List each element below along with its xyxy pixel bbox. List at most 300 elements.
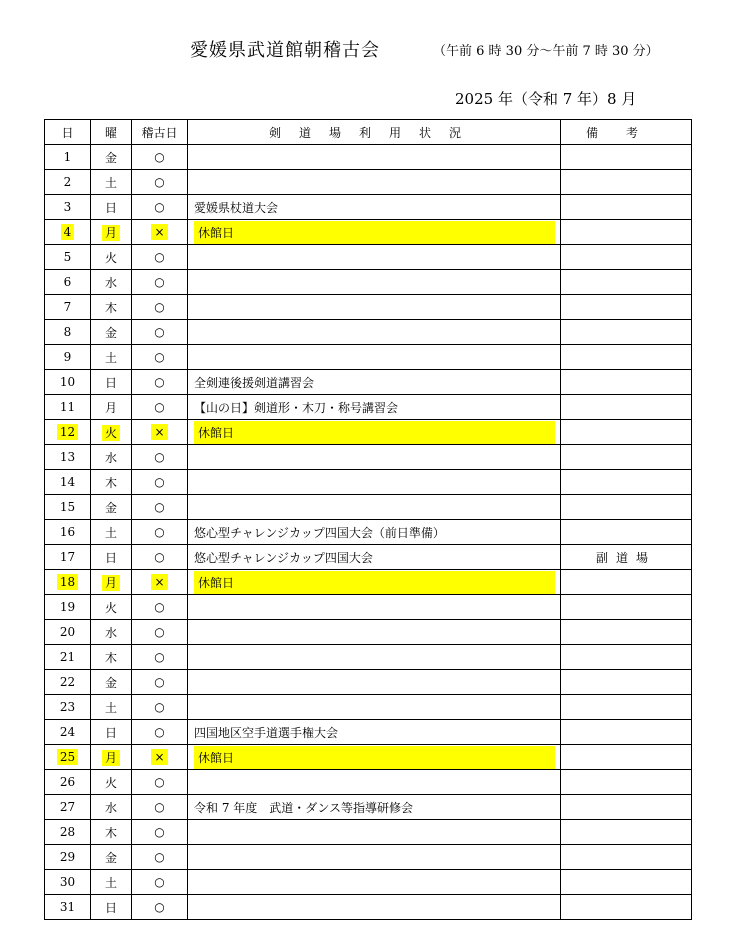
usage-cell (188, 420, 561, 445)
weekday-cell (91, 895, 132, 920)
table-row (45, 770, 692, 795)
keiko-cell (132, 745, 188, 770)
keiko-cell (132, 620, 188, 645)
day-number: 24 (59, 725, 76, 739)
keiko-cell (132, 470, 188, 495)
note-cell (561, 645, 692, 670)
day-cell (45, 720, 91, 745)
day-cell (45, 845, 91, 870)
day-number: 25 (57, 749, 78, 765)
day-cell (45, 570, 91, 595)
day-number: 22 (59, 675, 76, 689)
day-number: 28 (59, 825, 76, 839)
day-number: 23 (59, 700, 76, 714)
keiko-mark: ○ (154, 500, 165, 514)
weekday-cell (91, 370, 132, 395)
keiko-mark: ○ (154, 150, 165, 164)
day-number: 16 (59, 525, 76, 539)
note-cell (561, 695, 692, 720)
keiko-mark: ○ (154, 325, 165, 339)
usage-cell (188, 845, 561, 870)
time-range: （午前 6 時 30 分～午前 7 時 30 分） (433, 44, 659, 59)
weekday-cell (91, 470, 132, 495)
day-number: 4 (61, 224, 75, 240)
keiko-cell (132, 245, 188, 270)
weekday-cell (91, 845, 132, 870)
note-cell (561, 420, 692, 445)
keiko-mark: ○ (154, 375, 165, 389)
keiko-mark: ○ (154, 850, 165, 864)
weekday-cell (91, 445, 132, 470)
note-cell (561, 895, 692, 920)
weekday-cell (91, 820, 132, 845)
weekday-cell (91, 295, 132, 320)
usage-cell (188, 470, 561, 495)
usage-cell (188, 670, 561, 695)
day-number: 19 (59, 600, 76, 614)
weekday-label: 水 (104, 275, 117, 290)
day-cell (45, 770, 91, 795)
table-row (45, 295, 692, 320)
keiko-cell (132, 870, 188, 895)
usage-cell (188, 770, 561, 795)
table-row (45, 820, 692, 845)
weekday-label: 土 (104, 175, 117, 190)
weekday-cell (91, 720, 132, 745)
table-row (45, 570, 692, 595)
note-cell (561, 195, 692, 220)
note-cell (561, 720, 692, 745)
note-cell (561, 445, 692, 470)
usage-text: 全剣連後援剣道講習会 (194, 375, 315, 390)
usage-text: 四国地区空手道選手権大会 (194, 725, 339, 740)
usage-cell (188, 195, 561, 220)
table-row (45, 745, 692, 770)
table-row (45, 545, 692, 570)
column-header-keiko: 稽古日 (132, 120, 188, 145)
usage-cell (188, 870, 561, 895)
keiko-mark: ○ (154, 825, 165, 839)
page-title: 愛媛県武道館朝稽古会 (190, 40, 380, 61)
day-number: 8 (63, 325, 72, 339)
weekday-cell (91, 220, 132, 245)
keiko-mark: ○ (154, 450, 165, 464)
weekday-cell (91, 795, 132, 820)
day-number: 2 (63, 175, 72, 189)
keiko-cell (132, 520, 188, 545)
usage-cell (188, 595, 561, 620)
day-number: 30 (59, 875, 76, 889)
usage-text: 休館日 (194, 571, 555, 594)
weekday-cell (91, 570, 132, 595)
keiko-cell (132, 295, 188, 320)
column-header-note: 備考 (561, 120, 692, 145)
day-cell (45, 495, 91, 520)
keiko-mark: ○ (154, 350, 165, 364)
table-row (45, 270, 692, 295)
table-row (45, 370, 692, 395)
table-row (45, 320, 692, 345)
day-cell (45, 545, 91, 570)
weekday-cell (91, 745, 132, 770)
day-cell (45, 170, 91, 195)
keiko-mark: ○ (154, 400, 165, 414)
note-cell (561, 145, 692, 170)
keiko-cell (132, 220, 188, 245)
note-cell (561, 795, 692, 820)
weekday-label: 月 (102, 575, 120, 591)
keiko-mark: × (151, 424, 167, 440)
day-number: 29 (59, 850, 76, 864)
table-row (45, 395, 692, 420)
day-cell (45, 595, 91, 620)
note-cell (561, 520, 692, 545)
note-cell (561, 770, 692, 795)
usage-text: 悠心型チャレンジカップ四国大会 (194, 550, 373, 565)
day-cell (45, 295, 91, 320)
weekday-label: 月 (102, 225, 120, 241)
weekday-cell (91, 545, 132, 570)
note-cell (561, 595, 692, 620)
note-cell (561, 845, 692, 870)
day-number: 27 (59, 800, 76, 814)
keiko-cell (132, 595, 188, 620)
weekday-label: 水 (104, 800, 117, 815)
weekday-label: 土 (104, 875, 117, 890)
day-number: 10 (59, 375, 76, 389)
keiko-mark: ○ (154, 600, 165, 614)
day-cell (45, 470, 91, 495)
weekday-cell (91, 345, 132, 370)
weekday-label: 木 (104, 300, 117, 315)
keiko-cell (132, 570, 188, 595)
note-cell (561, 745, 692, 770)
weekday-cell (91, 645, 132, 670)
note-cell (561, 295, 692, 320)
keiko-cell (132, 270, 188, 295)
weekday-cell (91, 770, 132, 795)
day-number: 17 (59, 550, 76, 564)
weekday-cell (91, 420, 132, 445)
usage-text: 令和 7 年度 武道・ダンス等指導研修会 (194, 800, 414, 815)
usage-cell (188, 895, 561, 920)
table-row (45, 870, 692, 895)
weekday-label: 日 (104, 900, 117, 915)
keiko-cell (132, 145, 188, 170)
table-row (45, 345, 692, 370)
weekday-cell (91, 670, 132, 695)
keiko-cell (132, 820, 188, 845)
keiko-mark: ○ (154, 250, 165, 264)
day-cell (45, 420, 91, 445)
weekday-label: 火 (104, 250, 117, 265)
usage-cell (188, 495, 561, 520)
keiko-mark: ○ (154, 675, 165, 689)
weekday-label: 日 (104, 375, 117, 390)
keiko-cell (132, 395, 188, 420)
note-cell (561, 345, 692, 370)
usage-cell (188, 545, 561, 570)
keiko-mark: ○ (154, 775, 165, 789)
keiko-mark: ○ (154, 550, 165, 564)
keiko-mark: ○ (154, 525, 165, 539)
keiko-mark: ○ (154, 900, 165, 914)
day-number: 14 (59, 475, 76, 489)
weekday-label: 土 (104, 700, 117, 715)
keiko-cell (132, 345, 188, 370)
usage-cell (188, 520, 561, 545)
table-row (45, 145, 692, 170)
note-cell (561, 820, 692, 845)
keiko-mark: ○ (154, 300, 165, 314)
keiko-cell (132, 695, 188, 720)
day-cell (45, 245, 91, 270)
day-cell (45, 145, 91, 170)
day-number: 11 (59, 400, 76, 414)
schedule-table (44, 119, 692, 920)
table-row (45, 520, 692, 545)
column-header-day: 日 (45, 120, 91, 145)
keiko-mark: × (151, 224, 167, 240)
table-row (45, 195, 692, 220)
day-number: 13 (59, 450, 76, 464)
day-number: 21 (59, 650, 76, 664)
usage-cell (188, 620, 561, 645)
weekday-cell (91, 195, 132, 220)
keiko-cell (132, 545, 188, 570)
weekday-cell (91, 870, 132, 895)
day-cell (45, 195, 91, 220)
table-row (45, 895, 692, 920)
note-cell (561, 670, 692, 695)
table-row (45, 445, 692, 470)
weekday-cell (91, 270, 132, 295)
day-number: 12 (57, 424, 78, 440)
weekday-cell (91, 595, 132, 620)
weekday-label: 金 (104, 325, 117, 340)
keiko-mark: ○ (154, 725, 165, 739)
usage-cell (188, 345, 561, 370)
usage-cell (188, 220, 561, 245)
day-number: 6 (63, 275, 72, 289)
keiko-cell (132, 795, 188, 820)
usage-text: 休館日 (194, 746, 555, 769)
usage-cell (188, 295, 561, 320)
usage-cell (188, 395, 561, 420)
keiko-cell (132, 895, 188, 920)
weekday-label: 金 (104, 850, 117, 865)
table-row (45, 595, 692, 620)
weekday-label: 金 (104, 500, 117, 515)
table-row (45, 695, 692, 720)
weekday-label: 水 (104, 450, 117, 465)
usage-cell (188, 445, 561, 470)
weekday-cell (91, 495, 132, 520)
day-number: 20 (59, 625, 76, 639)
month-date: 2025 年（令和 7 年）8 月 (455, 90, 637, 108)
note-cell (561, 545, 692, 570)
table-row (45, 645, 692, 670)
day-cell (45, 870, 91, 895)
note-cell (561, 170, 692, 195)
usage-text: 悠心型チャレンジカップ四国大会（前日準備） (194, 525, 445, 540)
note-text: 副道場 (595, 550, 656, 565)
note-cell (561, 270, 692, 295)
day-number: 26 (59, 775, 76, 789)
weekday-label: 木 (104, 475, 117, 490)
usage-cell (188, 695, 561, 720)
note-cell (561, 870, 692, 895)
usage-cell (188, 820, 561, 845)
weekday-label: 日 (104, 725, 117, 740)
table-row (45, 720, 692, 745)
weekday-label: 金 (104, 675, 117, 690)
table-row (45, 420, 692, 445)
day-cell (45, 220, 91, 245)
weekday-cell (91, 245, 132, 270)
keiko-mark: ○ (154, 625, 165, 639)
usage-text: 休館日 (194, 421, 555, 444)
usage-cell (188, 320, 561, 345)
table-body (45, 145, 692, 920)
note-cell (561, 220, 692, 245)
day-cell (45, 670, 91, 695)
keiko-mark: ○ (154, 700, 165, 714)
day-number: 15 (59, 500, 76, 514)
table-row (45, 245, 692, 270)
keiko-cell (132, 420, 188, 445)
weekday-cell (91, 395, 132, 420)
day-cell (45, 695, 91, 720)
weekday-label: 木 (104, 825, 117, 840)
keiko-mark: ○ (154, 175, 165, 189)
usage-cell (188, 720, 561, 745)
day-cell (45, 520, 91, 545)
weekday-label: 火 (102, 425, 120, 441)
table-row (45, 845, 692, 870)
day-cell (45, 745, 91, 770)
usage-cell (188, 570, 561, 595)
weekday-cell (91, 170, 132, 195)
table-row (45, 795, 692, 820)
weekday-label: 火 (104, 775, 117, 790)
keiko-mark: ○ (154, 875, 165, 889)
weekday-cell (91, 520, 132, 545)
keiko-cell (132, 720, 188, 745)
table-header-row (45, 120, 692, 145)
keiko-mark: ○ (154, 275, 165, 289)
note-cell (561, 620, 692, 645)
note-cell (561, 245, 692, 270)
table-row (45, 220, 692, 245)
keiko-cell (132, 320, 188, 345)
table-row (45, 470, 692, 495)
note-cell (561, 320, 692, 345)
usage-cell (188, 145, 561, 170)
weekday-label: 月 (104, 400, 117, 415)
keiko-cell (132, 445, 188, 470)
column-header-usage: 剣道場利用状況 (188, 120, 561, 145)
usage-text: 【山の日】剣道形・木刀・称号講習会 (194, 400, 399, 415)
keiko-mark: ○ (154, 475, 165, 489)
keiko-mark: ○ (154, 200, 165, 214)
keiko-mark: × (151, 574, 167, 590)
weekday-label: 火 (104, 600, 117, 615)
weekday-cell (91, 320, 132, 345)
day-cell (45, 895, 91, 920)
keiko-cell (132, 370, 188, 395)
note-cell (561, 495, 692, 520)
keiko-cell (132, 495, 188, 520)
weekday-label: 木 (104, 650, 117, 665)
day-cell (45, 645, 91, 670)
usage-cell (188, 370, 561, 395)
keiko-cell (132, 645, 188, 670)
day-number: 3 (63, 200, 72, 214)
usage-cell (188, 270, 561, 295)
weekday-cell (91, 145, 132, 170)
weekday-label: 月 (102, 750, 120, 766)
weekday-label: 土 (104, 350, 117, 365)
weekday-label: 水 (104, 625, 117, 640)
usage-cell (188, 170, 561, 195)
usage-text: 愛媛県杖道大会 (194, 200, 279, 215)
table-row (45, 170, 692, 195)
day-cell (45, 320, 91, 345)
day-cell (45, 270, 91, 295)
keiko-cell (132, 670, 188, 695)
keiko-mark: ○ (154, 650, 165, 664)
day-cell (45, 345, 91, 370)
note-cell (561, 395, 692, 420)
note-cell (561, 370, 692, 395)
usage-cell (188, 645, 561, 670)
keiko-mark: × (151, 749, 167, 765)
day-cell (45, 620, 91, 645)
keiko-cell (132, 845, 188, 870)
weekday-label: 土 (104, 525, 117, 540)
day-cell (45, 795, 91, 820)
usage-cell (188, 745, 561, 770)
weekday-label: 金 (104, 150, 117, 165)
day-number: 1 (63, 150, 72, 164)
keiko-cell (132, 195, 188, 220)
weekday-cell (91, 620, 132, 645)
usage-text: 休館日 (194, 221, 555, 244)
day-cell (45, 820, 91, 845)
day-number: 9 (63, 350, 72, 364)
weekday-label: 日 (104, 200, 117, 215)
day-number: 7 (63, 300, 72, 314)
day-cell (45, 445, 91, 470)
note-cell (561, 570, 692, 595)
table-row (45, 670, 692, 695)
keiko-cell (132, 770, 188, 795)
keiko-cell (132, 170, 188, 195)
day-cell (45, 370, 91, 395)
keiko-mark: ○ (154, 800, 165, 814)
day-number: 5 (63, 250, 72, 264)
usage-cell (188, 795, 561, 820)
table-row (45, 495, 692, 520)
day-cell (45, 395, 91, 420)
note-cell (561, 470, 692, 495)
weekday-cell (91, 695, 132, 720)
usage-cell (188, 245, 561, 270)
column-header-weekday: 曜 (91, 120, 132, 145)
day-number: 31 (59, 900, 76, 914)
table-row (45, 620, 692, 645)
